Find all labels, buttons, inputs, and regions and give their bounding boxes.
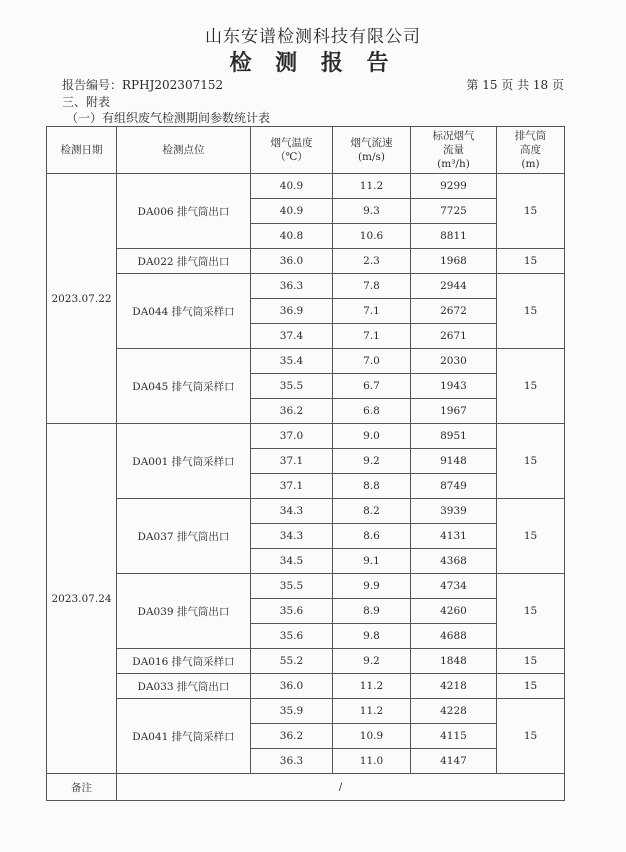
velocity-cell: 8.6	[333, 524, 411, 549]
velocity-cell: 11.2	[333, 699, 411, 724]
velocity-cell: 6.7	[333, 374, 411, 399]
report-title: 检 测 报 告	[229, 50, 397, 76]
page-info: 第 15 页 共 18 页	[466, 78, 564, 92]
table-row	[47, 249, 565, 274]
velocity-cell: 9.9	[333, 574, 411, 599]
velocity-cell: 11.2	[333, 174, 411, 199]
temperature-cell: 35.6	[251, 624, 333, 649]
temperature-cell: 55.2	[251, 649, 333, 674]
temperature-cell: 36.3	[251, 749, 333, 774]
velocity-cell: 7.8	[333, 274, 411, 299]
flow-cell: 2671	[411, 324, 497, 349]
flow-cell: 4115	[411, 724, 497, 749]
temperature-cell: 40.9	[251, 174, 333, 199]
height-cell: 15	[497, 674, 565, 699]
height-cell: 15	[497, 649, 565, 674]
section-heading: 三、附表	[62, 95, 111, 109]
table-row	[47, 424, 565, 449]
location-cell: DA039 排气筒出口	[117, 574, 251, 649]
location-cell: DA022 排气筒出口	[117, 249, 251, 274]
location-cell: DA044 排气筒采样口	[117, 274, 251, 349]
location-cell: DA016 排气筒采样口	[117, 649, 251, 674]
flow-cell: 4228	[411, 699, 497, 724]
location-cell: DA041 排气筒采样口	[117, 699, 251, 774]
height-cell: 15	[497, 424, 565, 499]
subsection-heading: （一）有组织废气检测期间参数统计表	[66, 111, 271, 125]
velocity-cell: 2.3	[333, 249, 411, 274]
flow-cell: 2672	[411, 299, 497, 324]
location-cell: DA001 排气筒采样口	[117, 424, 251, 499]
height-cell: 15	[497, 274, 565, 349]
location-cell: DA033 排气筒出口	[117, 674, 251, 699]
flow-cell: 4218	[411, 674, 497, 699]
date-cell: 2023.07.22	[47, 174, 117, 424]
velocity-cell: 7.1	[333, 324, 411, 349]
velocity-cell: 9.2	[333, 649, 411, 674]
col-date: 检测日期	[47, 127, 117, 174]
flow-cell: 4147	[411, 749, 497, 774]
temperature-cell: 37.0	[251, 424, 333, 449]
location-cell: DA006 排气筒出口	[117, 174, 251, 249]
temperature-cell: 34.3	[251, 499, 333, 524]
flow-cell: 4260	[411, 599, 497, 624]
velocity-cell: 8.8	[333, 474, 411, 499]
table-row	[47, 574, 565, 599]
note-row	[47, 774, 565, 801]
height-cell: 15	[497, 174, 565, 249]
col-velocity: 烟气流速 (m/s)	[333, 127, 411, 174]
temperature-cell: 36.2	[251, 724, 333, 749]
flow-cell: 7725	[411, 199, 497, 224]
velocity-cell: 11.2	[333, 674, 411, 699]
flow-cell: 1943	[411, 374, 497, 399]
temperature-cell: 35.4	[251, 349, 333, 374]
temperature-cell: 36.0	[251, 674, 333, 699]
temperature-cell: 40.8	[251, 224, 333, 249]
temperature-cell: 34.3	[251, 524, 333, 549]
col-flow: 标况烟气 流量 (m³/h)	[411, 127, 497, 174]
location-cell: DA037 排气筒出口	[117, 499, 251, 574]
flow-cell: 9299	[411, 174, 497, 199]
note-label: 备注	[47, 774, 117, 801]
velocity-cell: 7.1	[333, 299, 411, 324]
velocity-cell: 10.6	[333, 224, 411, 249]
table-row	[47, 174, 565, 199]
table-header-row	[47, 127, 565, 174]
temperature-cell: 37.4	[251, 324, 333, 349]
report-number	[62, 76, 223, 93]
note-value: /	[117, 774, 565, 801]
flow-cell: 4688	[411, 624, 497, 649]
flow-cell: 1967	[411, 399, 497, 424]
flow-cell: 4368	[411, 549, 497, 574]
flow-cell: 2030	[411, 349, 497, 374]
velocity-cell: 9.1	[333, 549, 411, 574]
temperature-cell: 36.9	[251, 299, 333, 324]
location-cell: DA045 排气筒采样口	[117, 349, 251, 424]
col-temperature: 烟气温度 （℃）	[251, 127, 333, 174]
velocity-cell: 8.9	[333, 599, 411, 624]
velocity-cell: 7.0	[333, 349, 411, 374]
table-row	[47, 649, 565, 674]
velocity-cell: 9.2	[333, 449, 411, 474]
report-number-value: RPHJ202307152	[122, 78, 224, 92]
flow-cell: 8749	[411, 474, 497, 499]
flow-cell: 9148	[411, 449, 497, 474]
temperature-cell: 36.2	[251, 399, 333, 424]
height-cell: 15	[497, 574, 565, 649]
date-cell: 2023.07.24	[47, 424, 117, 774]
col-height: 排气筒 高度 (m)	[497, 127, 565, 174]
table-row	[47, 274, 565, 299]
flow-cell: 4734	[411, 574, 497, 599]
velocity-cell: 11.0	[333, 749, 411, 774]
parameter-table	[46, 126, 565, 801]
company-name: 山东安谱检测科技有限公司	[205, 27, 421, 47]
velocity-cell: 9.3	[333, 199, 411, 224]
velocity-cell: 9.8	[333, 624, 411, 649]
height-cell: 15	[497, 499, 565, 574]
temperature-cell: 35.6	[251, 599, 333, 624]
table-row	[47, 674, 565, 699]
temperature-cell: 37.1	[251, 449, 333, 474]
temperature-cell: 37.1	[251, 474, 333, 499]
flow-cell: 1968	[411, 249, 497, 274]
height-cell: 15	[497, 699, 565, 774]
height-cell: 15	[497, 249, 565, 274]
table-row	[47, 499, 565, 524]
report-number-label: 报告编号：	[62, 78, 123, 92]
temperature-cell: 34.5	[251, 549, 333, 574]
temperature-cell: 35.5	[251, 374, 333, 399]
table-row	[47, 349, 565, 374]
velocity-cell: 8.2	[333, 499, 411, 524]
flow-cell: 3939	[411, 499, 497, 524]
velocity-cell: 9.0	[333, 424, 411, 449]
temperature-cell: 35.5	[251, 574, 333, 599]
table-row	[47, 699, 565, 724]
velocity-cell: 10.9	[333, 724, 411, 749]
flow-cell: 8811	[411, 224, 497, 249]
col-location: 检测点位	[117, 127, 251, 174]
height-cell: 15	[497, 349, 565, 424]
flow-cell: 4131	[411, 524, 497, 549]
temperature-cell: 35.9	[251, 699, 333, 724]
flow-cell: 8951	[411, 424, 497, 449]
temperature-cell: 40.9	[251, 199, 333, 224]
temperature-cell: 36.3	[251, 274, 333, 299]
velocity-cell: 6.8	[333, 399, 411, 424]
temperature-cell: 36.0	[251, 249, 333, 274]
flow-cell: 2944	[411, 274, 497, 299]
flow-cell: 1848	[411, 649, 497, 674]
